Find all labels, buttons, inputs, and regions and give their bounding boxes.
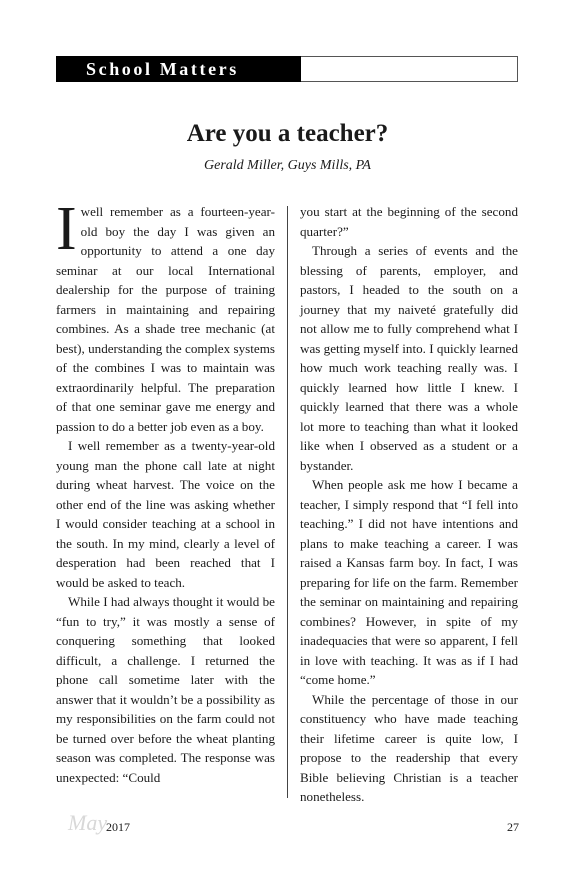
paragraph-1 [56, 195, 275, 436]
section-label: School Matters [56, 56, 301, 82]
paragraph-3: While I had always thought it would be “fun to try,” it was mostly a sense of conquering something that looked difficult, a challenge. I returned the phone call sometime later with the answer that it wouldn’t be a possibility as my responsibilities on the farm could not be turned over before the wheat planting season was completed. The response was unexpected: “Could [56, 594, 275, 785]
drop-cap: I [56, 195, 77, 263]
article-byline: Gerald Miller, Guys Mills, PA [204, 158, 371, 173]
paragraph-5: When people ask me how I became a teacher, I simply respond that “I fell into teaching.” I did not have intentions and plans to make teaching a career. I was raised a Kansas farm boy. In fact, I was preparing for life on the farm. Remember the seminar on maintaining and repairing combines? However, in spite of my inadequacies that were so apparent, I fell in love with teaching. It was as if I had “come home.” [300, 477, 518, 687]
paragraph-1-text: well remember as a fourteen-year-old boy the day I was given an opportunity to attend a one day seminar at our local International dealership for the purpose of training farmers in maintaining and repairing combines. As a shade tree mechanic (at best), understanding the complex systems of the combines I was to maintain was extraordinarily helpful. The preparation of that one seminar gave me energy and passion to do a better job even as a boy. [56, 204, 275, 434]
paragraph-3-continued: you start at the beginning of the second quarter?” [300, 204, 518, 239]
footer-year: 2017 [106, 820, 130, 834]
footer-month-watermark: May [68, 810, 108, 835]
paragraph-6: While the percentage of those in our constituency who have made teaching their lifetime career is quite low, I propose to the readership that every Bible believing Christian is a teacher nonetheless. [300, 691, 518, 804]
article-title: Are you a teacher? [186, 120, 389, 147]
column-divider [287, 206, 288, 798]
right-column [300, 202, 518, 807]
section-header-bar [56, 56, 518, 82]
paragraph-2: I well remember as a twenty-year-old young man the phone call late at night during wheat harvest. The voice on the other end of the line was asking whether I would consider teaching at a school in the south. In my mind, clearly a level of desperation had been reached that I would be asked to teach. [56, 438, 275, 590]
left-column [56, 195, 275, 787]
page-number: 27 [507, 820, 519, 834]
paragraph-4: Through a series of events and the blessing of parents, employer, and pastors, I headed to the south on a journey that my naiveté gratefully did not allow me to fully comprehend what I was getting myself into. I quickly learned how much work teaching really was. I quickly learned how little I knew. I quickly learned that there was a whole lot more to teaching than what it looked like when I observed as a student or a bystander. [300, 243, 518, 473]
